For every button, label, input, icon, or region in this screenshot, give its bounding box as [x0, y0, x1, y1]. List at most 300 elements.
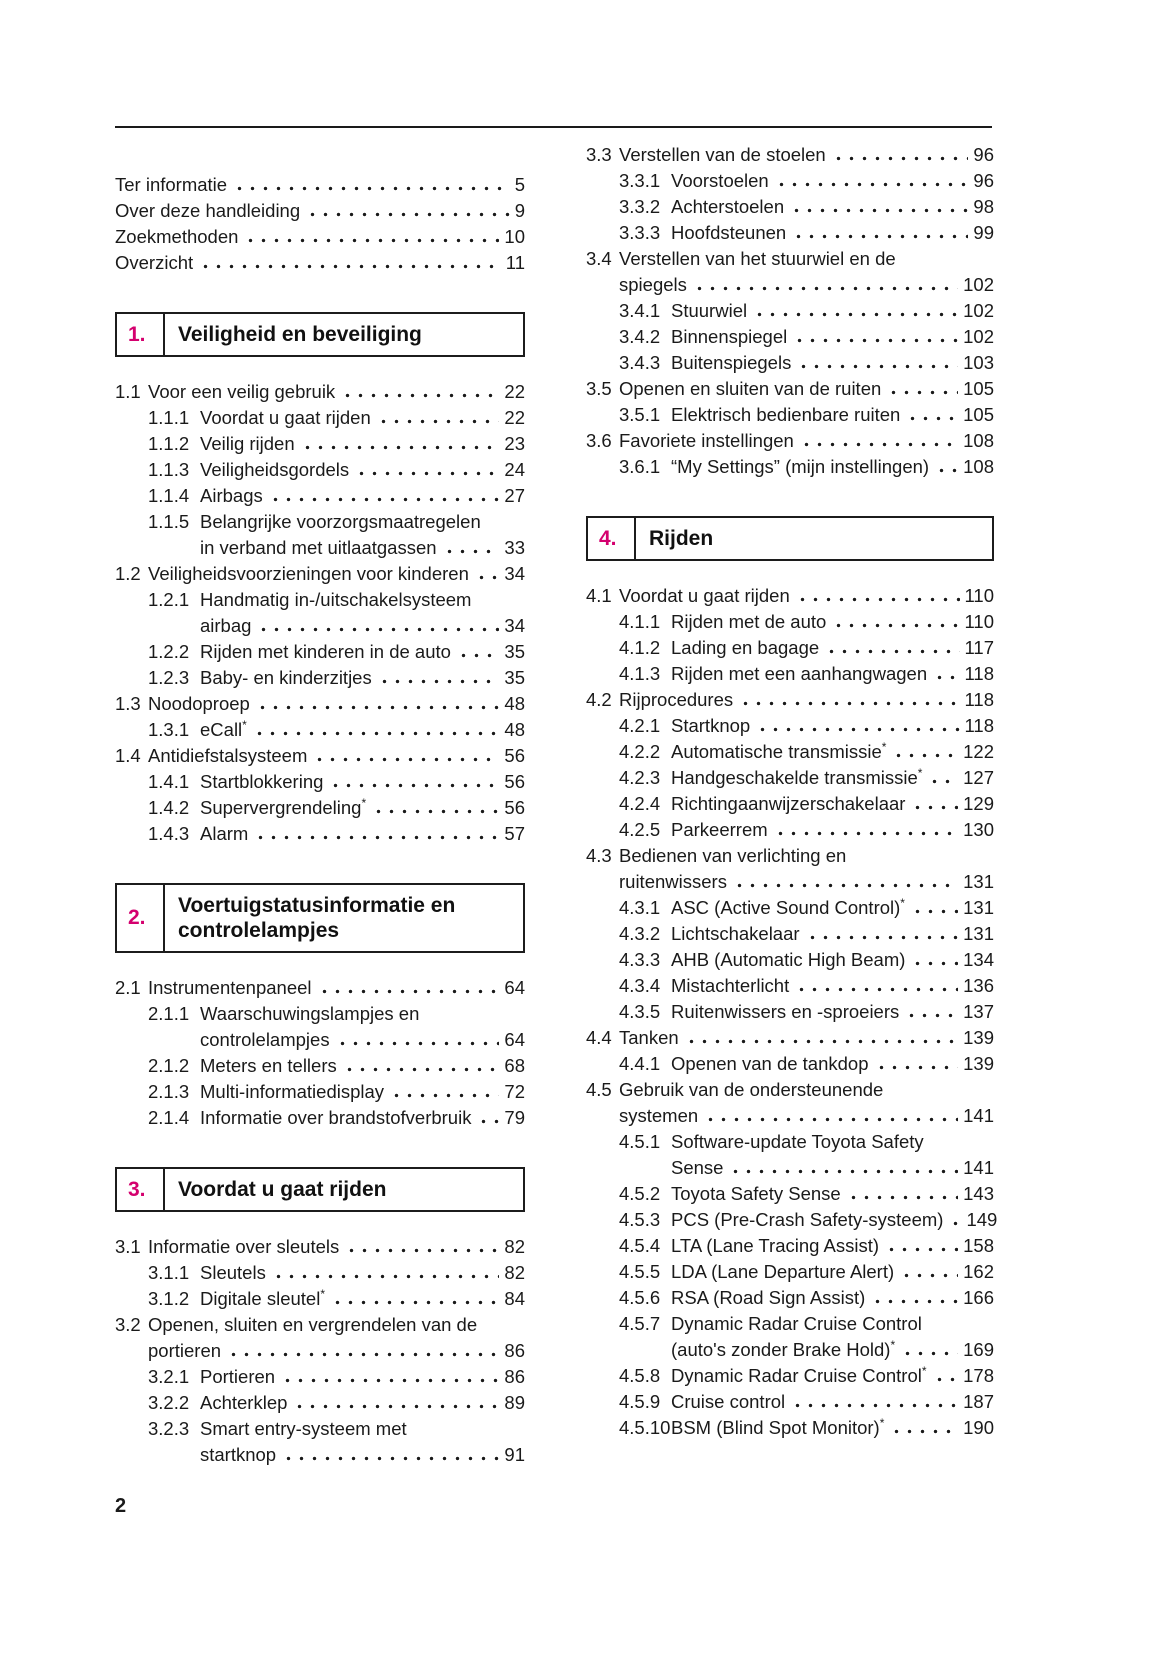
- dot-leader: [704, 1117, 958, 1122]
- dot-leader: [685, 1039, 958, 1044]
- toc-entry: [115, 561, 525, 587]
- toc-entry-number: 3.1.1: [148, 1262, 190, 1283]
- toc-entry-text: LTA (Lane Tracing Assist): [671, 1235, 880, 1256]
- toc-entry: [115, 1260, 525, 1286]
- toc-entry-text: Informatie over brandstofverbruik: [200, 1107, 472, 1128]
- chapter-title-line: Veiligheid en beveiliging: [178, 323, 422, 346]
- toc-entry-text: Voor een veilig gebruik: [148, 381, 336, 402]
- toc-entry-page: 10: [504, 226, 525, 247]
- toc-entry-number: 4.5.4: [619, 1235, 661, 1256]
- dot-leader: [272, 1274, 500, 1279]
- toc-entry-text: Achterstoelen: [671, 196, 785, 217]
- dot-leader: [935, 468, 958, 473]
- dot-leader: [729, 1169, 958, 1174]
- toc-entry-number: 3.6.1: [619, 456, 661, 477]
- toc-entry: [586, 1051, 994, 1077]
- dot-leader: [293, 1404, 499, 1409]
- dot-leader: [796, 597, 960, 602]
- dot-leader: [791, 1403, 958, 1408]
- chapter-number: 1.: [128, 322, 146, 346]
- toc-entry-lastline: [148, 379, 525, 405]
- toc-entry-page: 96: [973, 144, 994, 165]
- toc-entry-number: 4.1.1: [619, 611, 661, 632]
- toc-entry: [115, 1234, 525, 1260]
- toc-entry-text: Rijprocedures: [619, 689, 734, 710]
- dot-leader: [756, 727, 959, 732]
- dot-leader: [871, 1299, 958, 1304]
- toc-entry-page: 117: [964, 637, 994, 658]
- toc-entry-page: 57: [504, 823, 525, 844]
- toc-entry: [586, 402, 994, 428]
- toc-entry-text: PCS (Pre-Crash Safety-systeem): [671, 1209, 944, 1230]
- dot-leader: [343, 1067, 500, 1072]
- toc-entry: [586, 1181, 994, 1207]
- toc-entry-text: Informatie over sleutels: [148, 1236, 340, 1257]
- toc-entry-text: Startknop: [671, 715, 751, 736]
- toc-entry-text: Veiligheidsvoorzieningen voor kinderen: [148, 563, 469, 584]
- toc-entry-text: Handgeschakelde transmissie*: [671, 765, 923, 788]
- toc-entry: [115, 1079, 525, 1105]
- toc-entry-text: Stuurwiel: [671, 300, 748, 321]
- dot-leader: [378, 679, 500, 684]
- toc-entry-lastline: [671, 739, 994, 765]
- chapter-heading: [115, 1167, 525, 1212]
- toc-entry-text: Voordat u gaat rijden: [619, 585, 790, 606]
- toc-entry: [586, 609, 994, 635]
- toc-entry-text: LDA (Lane Departure Alert): [671, 1261, 895, 1282]
- toc-entry-number: 1.3.1: [148, 719, 190, 740]
- toc-entry: [115, 172, 525, 198]
- toc-entry: [586, 921, 994, 947]
- toc-entry-text: Lading en bagage: [671, 637, 820, 658]
- toc-entry-lastline: [200, 665, 525, 691]
- dot-leader: [825, 649, 959, 654]
- toc-entry-page: 35: [504, 667, 525, 688]
- toc-entry-text: in verband met uitlaatgassen: [200, 537, 437, 558]
- toc-entry-lastline: [671, 220, 994, 246]
- chapter-title: [634, 518, 992, 559]
- toc-entry-number: 3.4.2: [619, 326, 661, 347]
- toc-entry-number: 4.3.2: [619, 923, 661, 944]
- toc-entry-text: Noodoproep: [148, 693, 250, 714]
- dot-leader: [901, 1351, 958, 1356]
- toc-entry-text: Belangrijke voorzorgsmaatregelen: [200, 511, 481, 532]
- toc-entry-number: 3.1: [115, 1236, 141, 1257]
- toc-entry-page: 72: [504, 1081, 525, 1102]
- toc-entry-number: 1.1.5: [148, 511, 190, 532]
- toc-entry-lastline: [200, 795, 525, 821]
- toc-entry-lastline: [148, 1234, 525, 1260]
- toc-entry-text: startknop: [200, 1444, 277, 1465]
- toc-entry-text: RSA (Road Sign Assist): [671, 1287, 866, 1308]
- dot-leader: [313, 757, 499, 762]
- dot-leader: [790, 208, 968, 213]
- dot-leader: [269, 497, 500, 502]
- toc-entry-lastline: [148, 743, 525, 769]
- toc-entry: [586, 350, 994, 376]
- toc-entry-number: 4.2.5: [619, 819, 661, 840]
- toc-entry-lastline: [671, 765, 994, 791]
- dot-leader: [443, 549, 500, 554]
- toc-entry-page: 158: [963, 1235, 994, 1256]
- toc-entry-text: Gebruik van de ondersteunende: [619, 1079, 884, 1100]
- footnote-asterisk: *: [361, 795, 367, 810]
- toc-entry-text: Voordat u gaat rijden: [200, 407, 371, 428]
- toc-entry: [586, 973, 994, 999]
- dot-leader: [911, 909, 958, 914]
- dot-leader: [301, 445, 500, 450]
- toc-entry-text: ASC (Active Sound Control)*: [671, 895, 905, 918]
- toc-entry-page: 82: [504, 1236, 525, 1257]
- toc-entry-lastline: [200, 1286, 525, 1312]
- toc-entry-number: 4.2.4: [619, 793, 661, 814]
- toc-entry-lastline: [200, 457, 525, 483]
- toc-entry-page: 103: [963, 352, 994, 373]
- toc-entry-number: 4.2.3: [619, 767, 661, 788]
- toc-entry-text: Voorstoelen: [671, 170, 769, 191]
- toc-entry-number: 3.2.1: [148, 1366, 190, 1387]
- toc-entry-text: Smart entry-systeem met: [200, 1418, 407, 1439]
- toc-entry-page: 110: [964, 611, 994, 632]
- toc-entry-lastline: [200, 1053, 525, 1079]
- toc-entry-lastline: [671, 921, 994, 947]
- toc-entry-text: Zoekmethoden: [115, 226, 239, 247]
- toc-entry-text: Mistachterlicht: [671, 975, 790, 996]
- toc-entry-lastline: [671, 973, 994, 999]
- toc-entry-lastline: [671, 350, 994, 376]
- footnote-asterisk: *: [879, 1415, 885, 1430]
- toc-entry-text: BSM (Blind Spot Monitor)*: [671, 1415, 885, 1438]
- chapter-title: [163, 1169, 523, 1210]
- dot-leader: [693, 286, 958, 291]
- toc-entry: [586, 324, 994, 350]
- dot-leader: [887, 390, 958, 395]
- toc-entry-number: 1.1.1: [148, 407, 190, 428]
- toc-entry-page: 34: [504, 563, 525, 584]
- toc-entry: [586, 428, 994, 454]
- toc-entry-page: 22: [504, 407, 525, 428]
- toc-entry-lastline: [671, 999, 994, 1025]
- toc-entry-lastline: [619, 869, 994, 895]
- toc-entry: [586, 817, 994, 843]
- toc-entry-lastline: [671, 1363, 994, 1389]
- toc-entry-lastline: [115, 172, 525, 198]
- toc-entry: [115, 250, 525, 276]
- toc-entry-text: Overzicht: [115, 252, 194, 273]
- toc-entry-page: 143: [963, 1183, 994, 1204]
- toc-entry-number: 1.3: [115, 693, 141, 714]
- toc-entry-page: 105: [963, 404, 994, 425]
- toc-entry-page: 96: [973, 170, 994, 191]
- chapter-heading: [586, 516, 994, 561]
- toc-entry-text: ruitenwissers: [619, 871, 727, 892]
- toc-entry-page: 105: [963, 378, 994, 399]
- dot-leader: [306, 212, 510, 217]
- dot-leader: [281, 1378, 499, 1383]
- toc-entry-number: 4.5.2: [619, 1183, 661, 1204]
- toc-entry-number: 4.5.8: [619, 1365, 661, 1386]
- toc-entry-text: Meters en tellers: [200, 1055, 337, 1076]
- toc-entry: [586, 1285, 994, 1311]
- toc-entry-text: AHB (Automatic High Beam): [671, 949, 906, 970]
- toc-entry-number: 2.1.3: [148, 1081, 190, 1102]
- toc-entry-number: 1.4.3: [148, 823, 190, 844]
- toc-entry: [115, 1105, 525, 1131]
- toc-entry-text: Ter informatie: [115, 174, 228, 195]
- toc-entry-page: 108: [963, 456, 994, 477]
- toc-entry-lastline: [200, 1390, 525, 1416]
- dot-leader: [775, 182, 969, 187]
- toc-entry-text: eCall*: [200, 717, 247, 740]
- toc-entry: [586, 142, 994, 168]
- toc-entry-page: 141: [963, 1157, 994, 1178]
- toc-entry-page: 91: [504, 1444, 525, 1465]
- toc-entry-lastline: [619, 1103, 994, 1129]
- toc-entry: [586, 947, 994, 973]
- toc-entry: [586, 791, 994, 817]
- dot-leader: [928, 779, 958, 784]
- toc-entry-lastline: [200, 639, 525, 665]
- toc-entry-page: 56: [504, 771, 525, 792]
- toc-entry-number: 3.4.1: [619, 300, 661, 321]
- toc-entry: [586, 1129, 994, 1181]
- toc-entry-number: 4.3.5: [619, 1001, 661, 1022]
- toc-entry: [115, 1416, 525, 1468]
- toc-entry: [115, 769, 525, 795]
- toc-entry-page: 187: [963, 1391, 994, 1412]
- toc-entry: [115, 665, 525, 691]
- toc-entry-text: Dynamic Radar Cruise Control: [671, 1313, 922, 1334]
- toc-entry-number: 4.3.3: [619, 949, 661, 970]
- toc-entry-page: 134: [963, 949, 994, 970]
- toc-entry-number: 1.2.3: [148, 667, 190, 688]
- toc-entry-page: 82: [504, 1262, 525, 1283]
- toc-entry-page: 118: [964, 689, 994, 710]
- chapter-title: [163, 314, 523, 355]
- toc-entry: [586, 298, 994, 324]
- toc-entry-text: Rijden met kinderen in de auto: [200, 641, 451, 662]
- dot-leader: [800, 442, 958, 447]
- toc-entry-lastline: [671, 791, 994, 817]
- toc-entry: [586, 895, 994, 921]
- toc-entry-text: Instrumentenpaneel: [148, 977, 312, 998]
- toc-entry-page: 129: [963, 793, 994, 814]
- toc-entry-text: Startblokkering: [200, 771, 324, 792]
- toc-entry-text: Verstellen van het stuurwiel en de: [619, 248, 896, 269]
- toc-entry-page: 64: [504, 1029, 525, 1050]
- dot-leader: [254, 835, 499, 840]
- toc-entry-page: 34: [504, 615, 525, 636]
- toc-entry-page: 122: [963, 741, 994, 762]
- toc-entry-page: 102: [963, 326, 994, 347]
- toc-entry-text: Portieren: [200, 1366, 276, 1387]
- toc-entry-lastline: [619, 583, 994, 609]
- toc-entry-lastline: [200, 405, 525, 431]
- footnote-asterisk: *: [242, 717, 247, 732]
- toc-entry: [586, 1025, 994, 1051]
- dot-leader: [336, 1041, 500, 1046]
- toc-entry-number: 3.3.3: [619, 222, 661, 243]
- toc-entry-text: Lichtschakelaar: [671, 923, 800, 944]
- toc-entry-page: 118: [964, 715, 994, 736]
- dot-leader: [256, 705, 500, 710]
- toc-entry-page: 118: [964, 663, 994, 684]
- toc-entry-number: 2.1.2: [148, 1055, 190, 1076]
- toc-entry-lastline: [671, 1415, 994, 1441]
- toc-entry-lastline: [619, 272, 994, 298]
- toc-entry-lastline: [200, 1079, 525, 1105]
- toc-entry-lastline: [671, 298, 994, 324]
- footnote-asterisk: *: [917, 765, 923, 780]
- toc-entry-number: 4.5.10: [619, 1417, 671, 1438]
- toc-entry: [586, 1389, 994, 1415]
- toc-entry-lastline: [671, 1233, 994, 1259]
- toc-entry-number: 4.4: [586, 1027, 612, 1048]
- dot-leader: [875, 1065, 959, 1070]
- toc-entry-text: Handmatig in-/uitschakelsysteem: [200, 589, 472, 610]
- toc-entry-lastline: [619, 142, 994, 168]
- dot-leader: [372, 809, 499, 814]
- toc-entry-number: 1.1: [115, 381, 141, 402]
- dot-leader: [227, 1352, 499, 1357]
- toc-entry-text: controlelampjes: [200, 1029, 330, 1050]
- toc-entry-number: 4.2: [586, 689, 612, 710]
- toc-entry-lastline: [671, 1259, 994, 1285]
- toc-entry-text: Veilig rijden: [200, 433, 295, 454]
- toc-entry-text: Veiligheidsgordels: [200, 459, 350, 480]
- top-rule: [115, 126, 992, 128]
- toc-entry: [115, 1001, 525, 1053]
- toc-entry-text: Rijden met de auto: [671, 611, 827, 632]
- toc-entry-number: 3.2: [115, 1314, 141, 1335]
- toc-entry-lastline: [200, 717, 525, 743]
- toc-list: [115, 172, 525, 276]
- toc-entry-text: Favoriete instellingen: [619, 430, 794, 451]
- toc-entry: [115, 1312, 525, 1364]
- toc-entry-lastline: [619, 1025, 994, 1051]
- toc-entry-lastline: [671, 1181, 994, 1207]
- toc-entry-number: 1.2.1: [148, 589, 190, 610]
- chapter-title: [163, 885, 523, 951]
- toc-entry-lastline: [671, 817, 994, 843]
- toc-entry-lastline: [200, 1260, 525, 1286]
- toc-entry-text: Baby- en kinderzitjes: [200, 667, 372, 688]
- toc-entry-page: 149: [966, 1209, 998, 1230]
- toc-entry-page: 108: [963, 430, 994, 451]
- footnote-asterisk: *: [900, 895, 905, 910]
- toc-entry-page: 131: [963, 871, 994, 892]
- toc-entry-text: Openen, sluiten en vergrendelen van de: [148, 1314, 478, 1335]
- toc-entry-lastline: [671, 713, 994, 739]
- toc-entry-lastline: [115, 224, 525, 250]
- toc-entry-number: 2.1.4: [148, 1107, 190, 1128]
- toc-entry: [115, 639, 525, 665]
- chapter-heading: [115, 883, 525, 953]
- toc-entry: [586, 246, 994, 298]
- toc-entry-text: Parkeerrem: [671, 819, 768, 840]
- toc-entry-number: 4.1.2: [619, 637, 661, 658]
- toc-entry-text: Sense: [671, 1157, 724, 1178]
- toc-entry: [115, 975, 525, 1001]
- toc-entry: [115, 743, 525, 769]
- toc-entry-page: 9: [514, 200, 525, 221]
- toc-entry-page: 127: [963, 767, 994, 788]
- toc-entry: [586, 194, 994, 220]
- toc-entry-lastline: [671, 1051, 994, 1077]
- toc-entry-text: airbag: [200, 615, 252, 636]
- chapter-title-line: controlelampjes: [178, 919, 340, 942]
- toc-entry-number: 1.1.2: [148, 433, 190, 454]
- toc-entry-text: Airbags: [200, 485, 263, 506]
- toc-entry-number: 3.3: [586, 144, 612, 165]
- toc-entry-number: 1.2: [115, 563, 141, 584]
- dot-leader: [457, 653, 499, 658]
- toc-entry-lastline: [671, 635, 994, 661]
- toc-entry-number: 1.4.1: [148, 771, 190, 792]
- dot-leader: [253, 731, 500, 736]
- toc-entry-page: 139: [963, 1027, 994, 1048]
- toc-entry-lastline: [200, 431, 525, 457]
- toc-entry-page: 35: [504, 641, 525, 662]
- toc-entry-text: Alarm: [200, 823, 249, 844]
- toc-entry-page: 169: [963, 1339, 994, 1360]
- toc-entry-text: Antidiefstalsysteem: [148, 745, 308, 766]
- toc-entry-lastline: [115, 250, 525, 276]
- toc-entry-lastline: [200, 821, 525, 847]
- toc-entry-number: 3.1.2: [148, 1288, 190, 1309]
- chapter-title-line: Rijden: [649, 527, 714, 550]
- dot-leader: [906, 416, 958, 421]
- toc-entry: [115, 1390, 525, 1416]
- toc-entry-lastline: [671, 194, 994, 220]
- dot-leader: [331, 1300, 499, 1305]
- toc-entry-text: (auto's zonder Brake Hold)*: [671, 1337, 896, 1360]
- toc-entry-text: portieren: [148, 1340, 222, 1361]
- toc-entry-lastline: [671, 1155, 994, 1181]
- toc-entry-page: 48: [504, 693, 525, 714]
- toc-entry-lastline: [200, 483, 525, 509]
- toc-entry-lastline: [671, 947, 994, 973]
- dot-leader: [792, 234, 968, 239]
- toc-entry: [115, 224, 525, 250]
- toc-entry: [115, 821, 525, 847]
- toc-entry-lastline: [148, 561, 525, 587]
- toc-list: [115, 975, 525, 1131]
- footnote-asterisk: *: [890, 1337, 896, 1352]
- toc-entry: [586, 1363, 994, 1389]
- dot-leader: [282, 1456, 499, 1461]
- toc-entry-number: 4.3: [586, 845, 612, 866]
- dot-leader: [900, 1273, 958, 1278]
- dot-leader: [806, 935, 959, 940]
- toc-entry-lastline: [671, 454, 994, 480]
- toc-entry: [586, 713, 994, 739]
- toc-entry-text: Digitale sleutel*: [200, 1286, 326, 1309]
- toc-entry-number: 3.4: [586, 248, 612, 269]
- toc-entry: [115, 379, 525, 405]
- toc-entry-text: Buitenspiegels: [671, 352, 792, 373]
- chapter-title-line: Voertuigstatusinformatie en: [178, 894, 456, 917]
- chapter-title-line: Voordat u gaat rijden: [178, 1178, 387, 1201]
- toc-entry: [115, 717, 525, 743]
- dot-leader: [739, 701, 959, 706]
- toc-entry-lastline: [671, 1337, 994, 1363]
- toc-entry-text: spiegels: [619, 274, 687, 295]
- toc-entry-page: 22: [504, 381, 525, 402]
- toc-entry-page: 56: [504, 797, 525, 818]
- dot-leader: [318, 989, 500, 994]
- toc-entry: [115, 483, 525, 509]
